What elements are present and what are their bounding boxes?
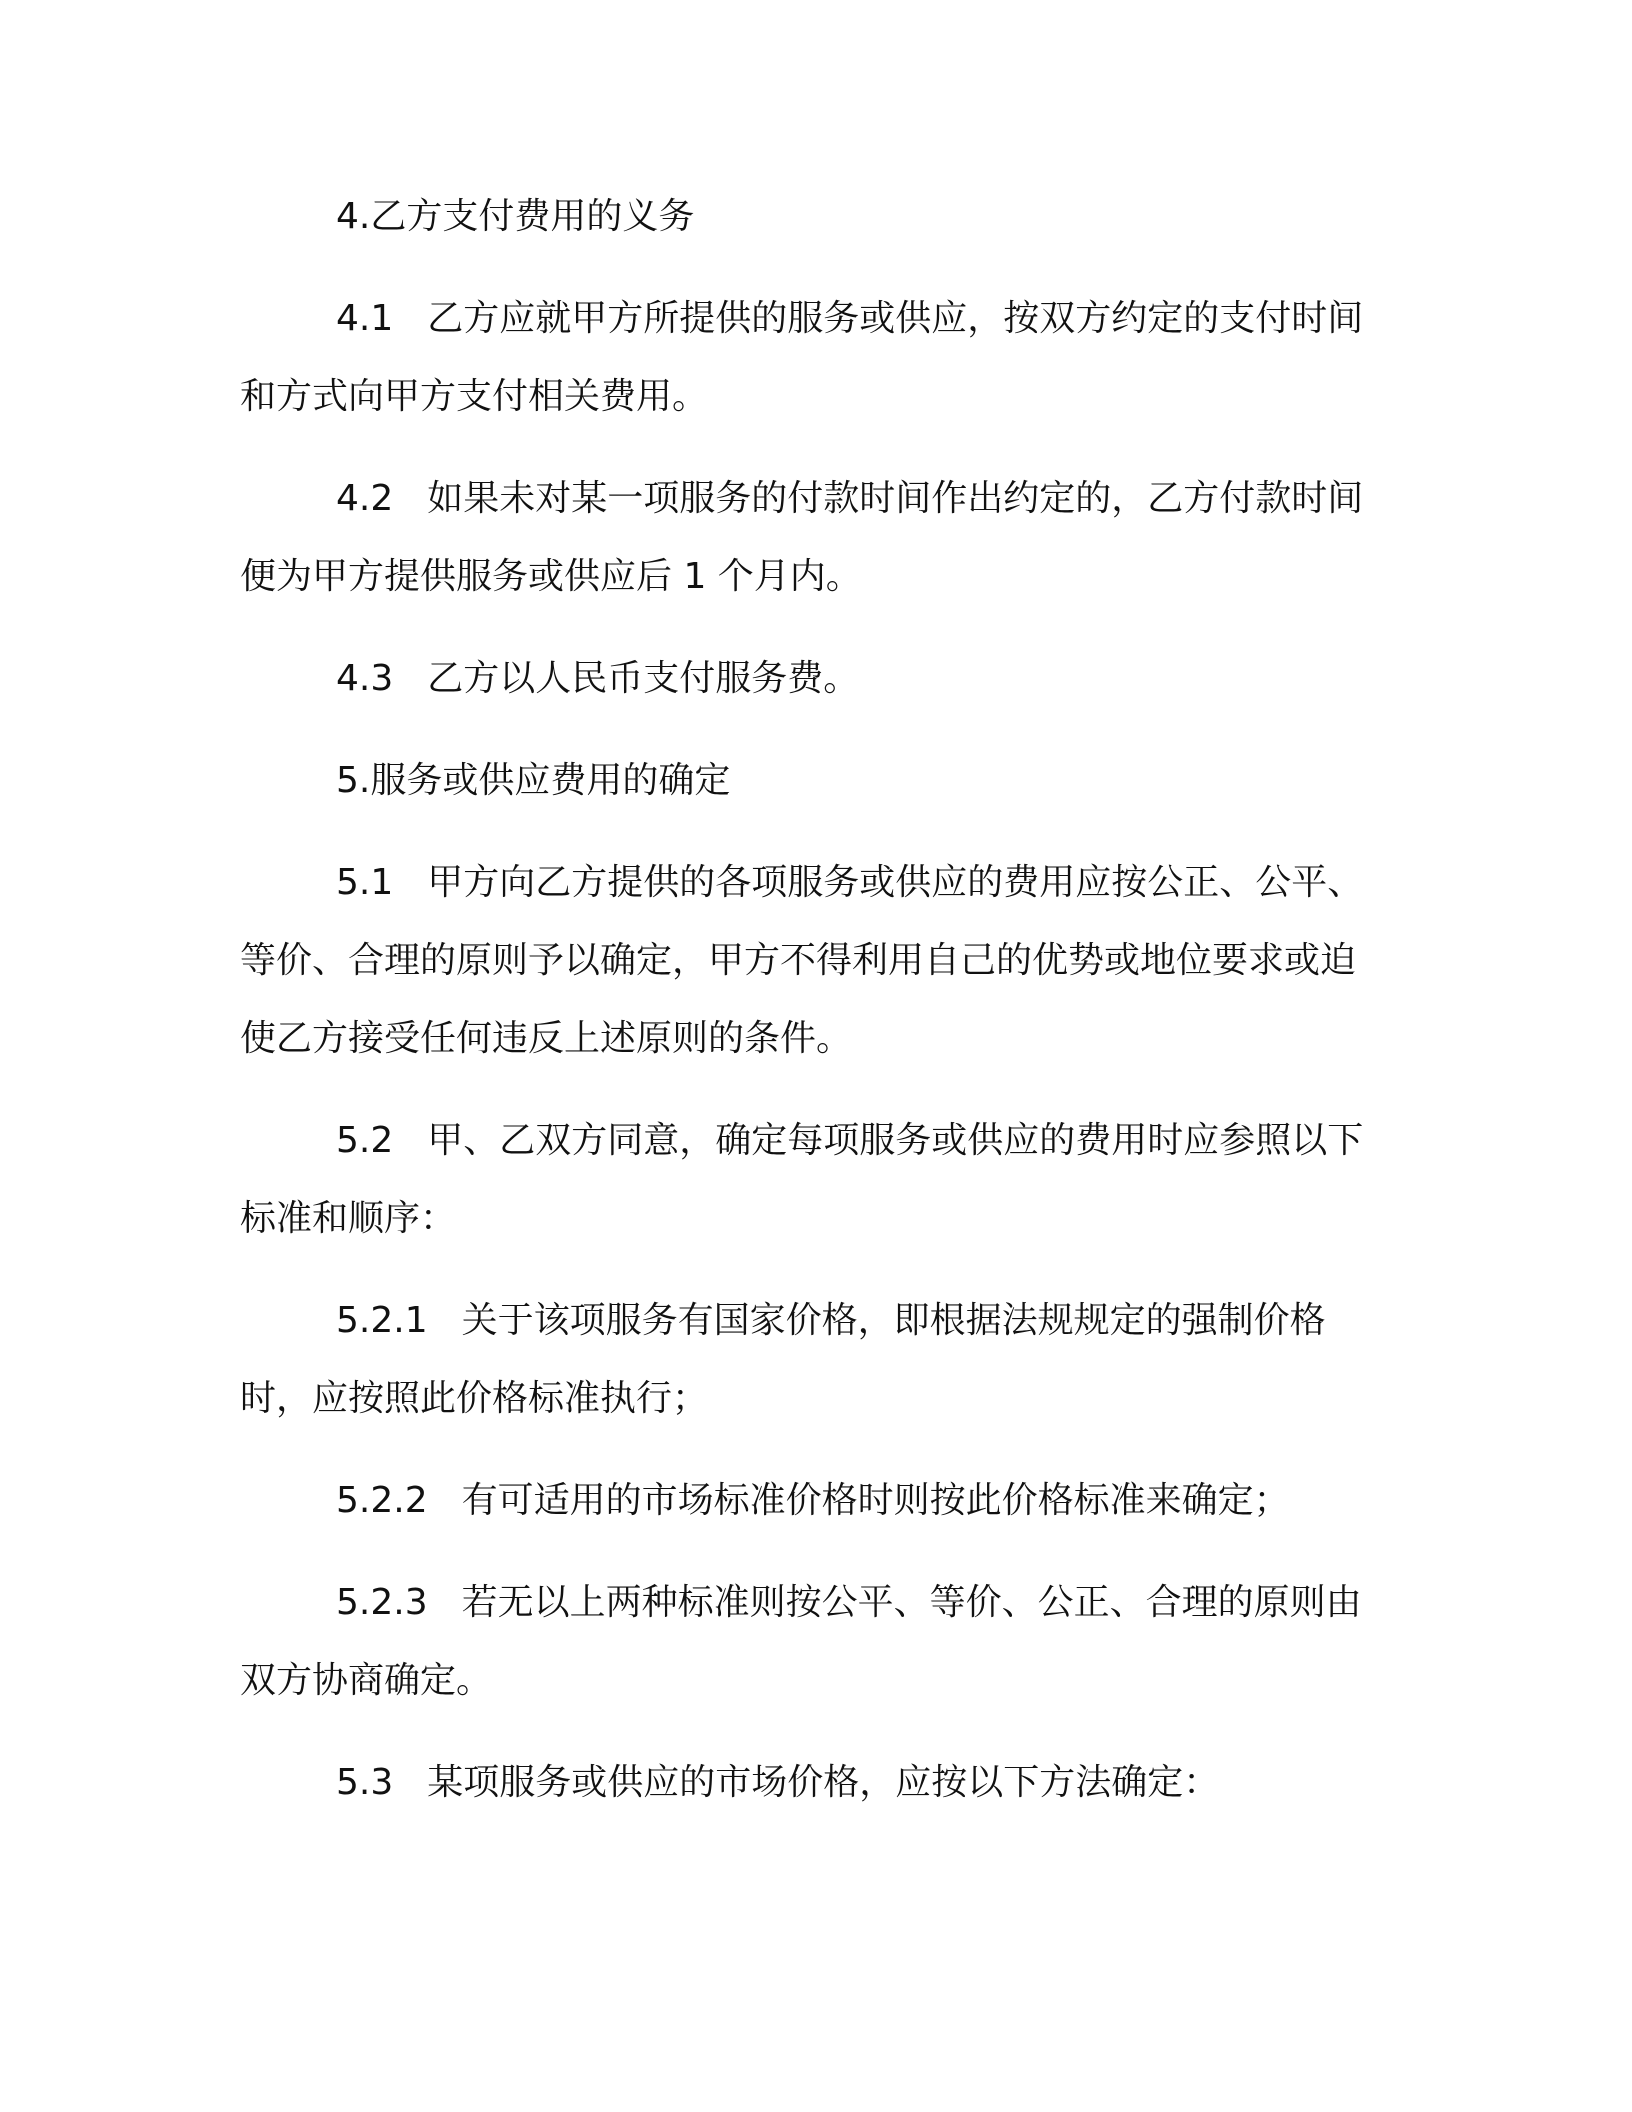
clause-text: 如果未对某一项服务的付款时间作出约定的，乙方付款时间便为甲方提供服务或供应后 1 个月内。 [240,478,1364,597]
clause-text: 有可适用的市场标准价格时则按此价格标准来确定； [461,1480,1290,1521]
clause-5-2 [240,1102,1380,1258]
document-body [240,178,1380,1846]
clause-5-2-1 [240,1282,1380,1438]
clause-number: 4.3 [336,658,394,699]
section-number: 5. [336,760,371,801]
clause-text: 某项服务或供应的市场价格，应按以下方法确定： [427,1762,1220,1803]
clause-number: 5.1 [336,862,394,903]
clause-text: 甲、乙双方同意，确定每项服务或供应的费用时应参照以下标准和顺序： [240,1120,1364,1239]
clause-4-1 [240,280,1380,436]
clause-5-2-2 [240,1462,1380,1540]
section-number: 4. [336,196,371,237]
clause-number: 4.1 [336,298,394,339]
section-title: 服务或供应费用的确定 [370,760,731,801]
clause-text: 乙方以人民币支付服务费。 [427,658,860,699]
clause-number: 5.3 [336,1762,394,1803]
clause-text: 若无以上两种标准则按公平、等价、公正、合理的原则由双方协商确定。 [240,1582,1362,1701]
clause-5-3 [240,1744,1380,1822]
clause-text: 关于该项服务有国家价格，即根据法规规定的强制价格时，应按照此价格标准执行； [240,1300,1326,1419]
section-heading-4 [240,178,1380,256]
clause-text: 甲方向乙方提供的各项服务或供应的费用应按公正、公平、等价、合理的原则予以确定，甲方不得利用自己的优势或地位要求或迫使乙方接受任何违反上述原则的条件。 [240,862,1364,1059]
clause-number: 5.2.3 [336,1582,428,1623]
clause-number: 5.2.2 [336,1480,428,1521]
clause-5-1 [240,844,1380,1078]
clause-number: 5.2.1 [336,1300,428,1341]
clause-4-3 [240,640,1380,718]
clause-4-2 [240,460,1380,616]
section-title: 乙方支付费用的义务 [370,196,695,237]
clause-text: 乙方应就甲方所提供的服务或供应，按双方约定的支付时间和方式向甲方支付相关费用。 [240,298,1364,417]
clause-number: 5.2 [336,1120,394,1161]
section-heading-5 [240,742,1380,820]
clause-5-2-3 [240,1564,1380,1720]
clause-number: 4.2 [336,478,394,519]
